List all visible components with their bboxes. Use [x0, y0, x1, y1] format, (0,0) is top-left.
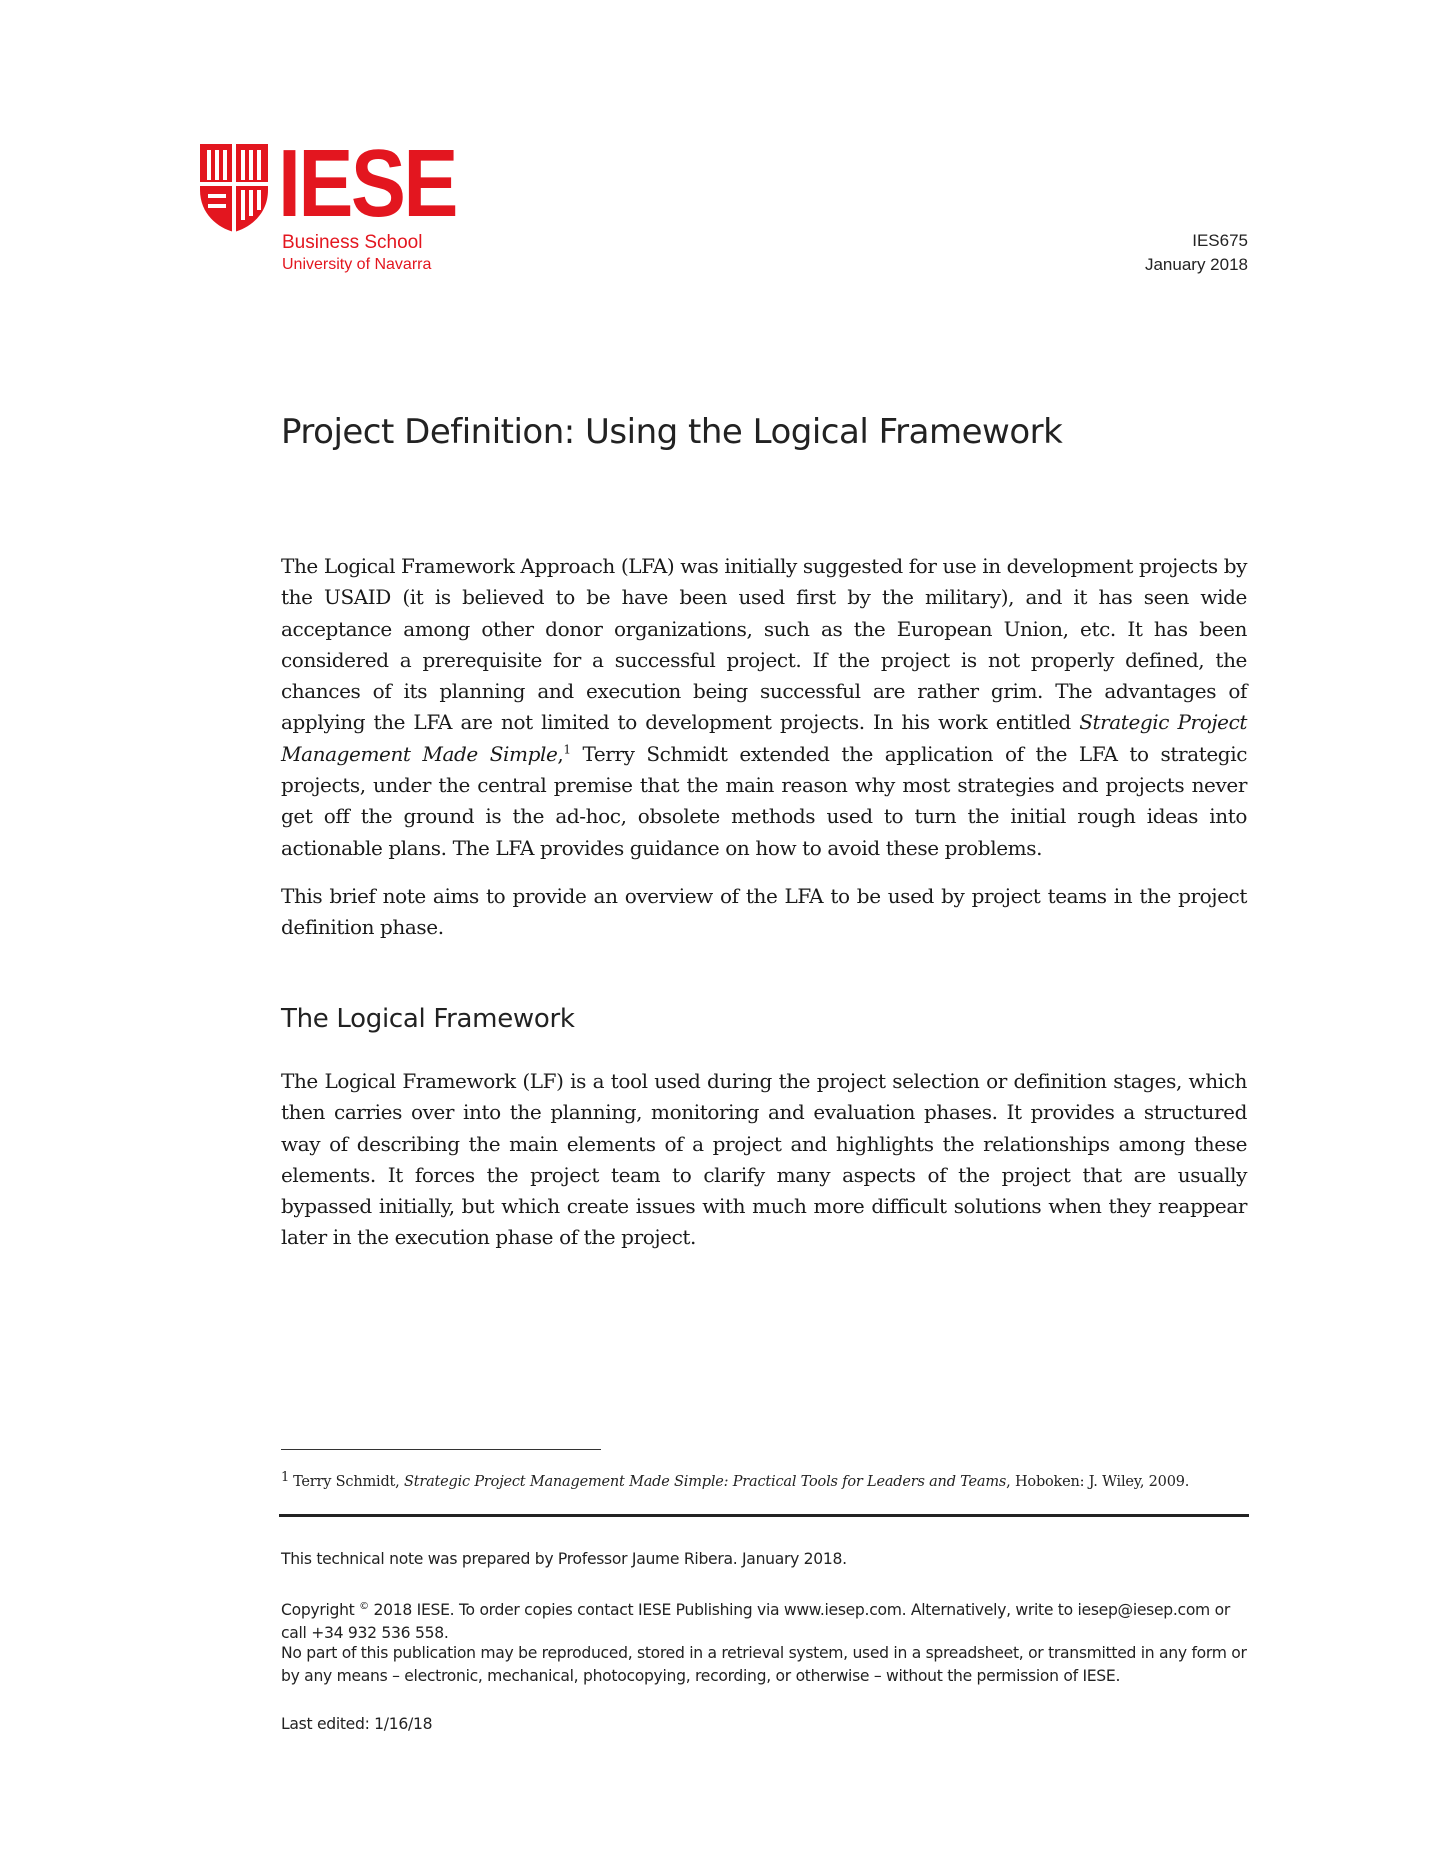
footnote-ref[interactable]: 1	[563, 742, 571, 757]
logo-school-name: Business School	[282, 232, 423, 253]
copyright-prefix: Copyright	[281, 1601, 360, 1619]
intro-paragraph-1	[281, 551, 1247, 864]
intro-p1-comma: ,	[557, 741, 564, 766]
rights-note: No part of this publication may be reproduced, stored in a retrieval system, used in a spreadsheet, or transmitted in any form or by any means – electronic, mechanical, photocopying, recording, or otherwise – without the permission of IESE.	[281, 1644, 1247, 1686]
footer-divider	[279, 1514, 1249, 1517]
iese-crest-icon	[198, 142, 270, 234]
last-edited-note: Last edited: 1/16/18	[281, 1715, 433, 1733]
document-date: January 2018	[1144, 255, 1248, 274]
footnote-number: 1	[281, 1470, 290, 1485]
logo-university-name: University of Navarra	[282, 256, 432, 273]
section-paragraph-1: The Logical Framework (LF) is a tool used during the project selection or definition stages, which then carries over into the planning, monitoring and evaluation phases. It provides a structured way of describing the main elements of a project and highlights the relationships among these elements. It forces the project team to clarify many aspects of the project that are usually bypassed initially, but which create issues with much more difficult solutions when they reappear later in the execution phase of the project.	[281, 1069, 1247, 1250]
book-title-italic: Strategic Project Management Made Simple	[281, 710, 1248, 766]
document-meta	[1145, 229, 1248, 277]
intro-paragraph-2: This brief note aims to provide an overview of the LFA to be used by project teams in the project definition phase.	[281, 884, 1247, 940]
intro-p1-text-b: Terry Schmidt extended the application of the LFA to strategic projects, under the central premise that the main reason why most strategies and projects never get off the ground is the ad-hoc, obsolete methods used to turn the initial rough ideas into actionable plans. The LFA provides guidance on how to avoid these problems.	[281, 741, 1247, 860]
copyright-text: 2018 IESE. To order copies contact IESE Publishing via www.iesep.com. Alternatively, write to iesep@iesep.com or call +34 932 536 558.	[281, 1601, 1230, 1643]
iese-logo	[198, 130, 458, 282]
logo-wordmark: IESE	[278, 130, 456, 237]
copyright-note	[281, 1595, 1247, 1646]
intro-p1-text-a: The Logical Framework Approach (LFA) was initially suggested for use in development projects by the USAID (it is believed to be have been used first by the military), and it has seen wide acceptance among other donor organizations, such as the European Union, etc. It has been considered a prerequisite for a successful project. If the project is not properly defined, the chances of its planning and execution being successful are rather grim. The advantages of applying the LFA are not limited to development projects. In his work entitled	[281, 554, 1247, 735]
section-heading: The Logical Framework	[281, 1004, 575, 1034]
footnote-author: Terry Schmidt,	[293, 1474, 404, 1490]
page-title: Project Definition: Using the Logical Framework	[281, 412, 1063, 452]
footnote	[281, 1470, 1247, 1490]
footnote-publisher: , Hoboken: J. Wiley, 2009.	[1006, 1474, 1190, 1490]
prepared-by-note: This technical note was prepared by Professor Jaume Ribera. January 2018.	[281, 1550, 847, 1568]
footnote-book-title: Strategic Project Management Made Simple: Practical Tools for Leaders and Teams	[403, 1474, 1007, 1490]
footnote-divider	[281, 1449, 601, 1450]
document-code: IES675	[1192, 231, 1248, 250]
copyright-symbol: ©	[359, 1601, 369, 1612]
